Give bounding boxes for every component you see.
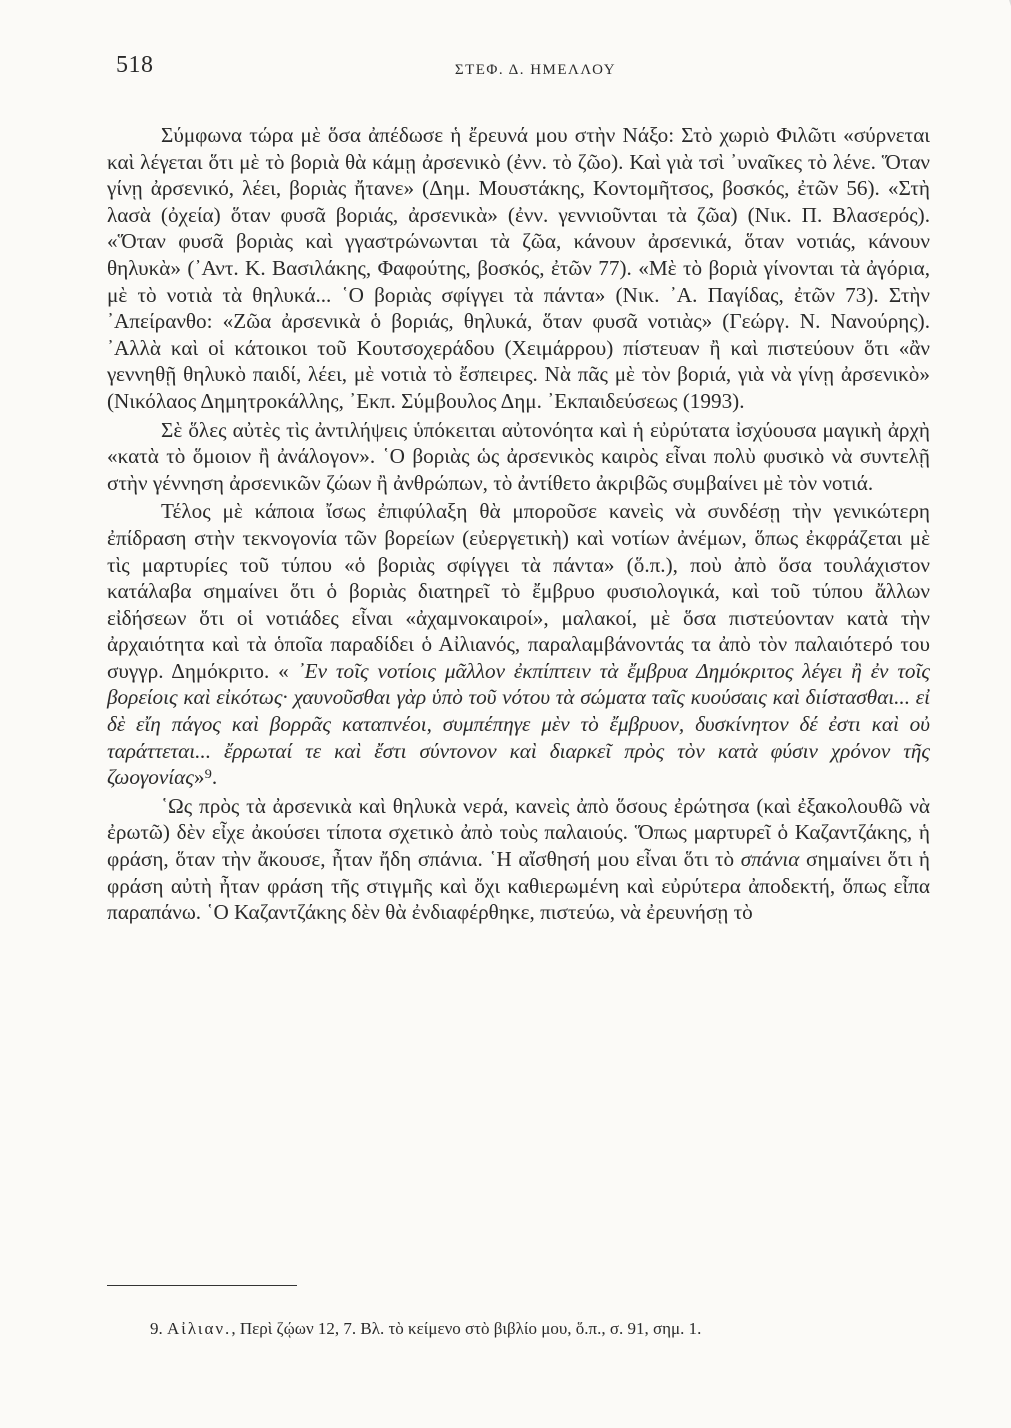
text-run: Τέλος μὲ κάποια ἴσως ἐπιφύλαξη θὰ μποροῦσε κανεὶς νὰ συνδέσῃ τὴν γενικώτερη ἐπίδραση στὴν τεκνογονία τῶν βορείων (εὐεργετικὴ) καὶ νοτίων ἀνέμων, ὅπως ἐκφράζεται μὲ τὶς μαρτυρίες τοῦ τύπου «ὁ βοριὰς σφίγγει τὰ πάντα» (ὅ.π.), ποὺ ἀπὸ ὅσα τουλάχιστον κατάλαβα σημαίνει ὅτι ὁ βοριὰς διατηρεῖ τὸ ἔμβρυο φυσιολογικά, καὶ τοῦ τύπου ἄλλων εἰδήσεων ὅτι οἱ νοτιάδες εἶναι «ἀχαμνοκαιροί», μαλακοί, μὲ ὅσα πιστεύονταν κατὰ τὴν ἀρχαιότητα καὶ τὰ ὁποῖα παραδίδει ὁ Αἰλιανός, παραλαμβάνοντάς τα ἀπὸ τὸν παλαιότερό του συγγρ. Δημόκριτο. « [107,499,930,683]
italic-quote: σπάνια [740,847,800,872]
text-run: σημαίνει ὅτι ἡ φράση αὐτὴ ἦταν φράση τῆς στιγμῆς καὶ ὄχι καθιερωμένη καὶ εὐρύτερα ἀποδεκτή, ὅπως εἶπα παραπάνω. ῾Ο Καζαντζάκης δὲν θὰ ἐνδιαφέρθηκε, πιστεύω, νὰ ἐρευνήσῃ τὸ [107,847,930,925]
page-edge-shadow [949,0,1011,60]
body-text [107,122,930,926]
footnote-divider [107,1285,297,1286]
text-run: Σὲ ὅλες αὐτὲς τὶς ἀντιλήψεις ὑπόκειται αὐτονόητα καὶ ἡ εὐρύτατα ἰσχύουσα μαγικὴ ἀρχὴ «κατὰ τὸ ὅμοιον ἢ ἀνάλογον». ῾Ο βοριὰς ὡς ἀρσενικὸς καιρὸς εἶναι πολὺ φυσικὸ νὰ συντελῇ στὴν γέννηση ἀρσενικῶν ζώων ἢ ἀνθρώπων, τὸ ἀντίθετο ἀκριβῶς συμβαίνει μὲ τὸν νοτιά. [107,417,930,495]
italic-quote: ᾿Εν τοῖς νοτίοις μᾶλλον ἐκπίπτειν τὰ ἔμβρυα Δημόκριτος λέγει ἢ ἐν τοῖς βορείοις καὶ εἰκότως· χαυνοῦσθαι γὰρ ὑπὸ τοῦ νότου τὰ σώματα ταῖς κυούσαις καὶ διίστασθαι... εἰ δὲ εἴη πάγος καὶ βορρᾶς καταπνέοι, συμπέπηγε μὲν τὸ ἔμβρυον, δυσκίνητον δέ ἐστι καὶ οὐ ταράττεται... ἔρρωταί τε καὶ ἔστι σύντονον καὶ διαρκεῖ πρὸς τὸν κατὰ φύσιν χρόνον τῆς ζωογονίας [107,658,930,790]
running-head: ΣΤΕΦ. Δ. ΗΜΕΛΛΟΥ [454,62,617,78]
paragraph [107,498,930,791]
text-run: Σύμφωνα τώρα μὲ ὅσα ἀπέδωσε ἡ ἔρευνά μου στὴν Νάξο: Στὸ χωριὸ Φιλῶτι «σύρνεται καὶ λέγεται ὅτι μὲ τὸ βοριὰ θὰ κάμῃ ἀρσενικὸ (ἐνν. τὸ ζῶο). Καὶ γιὰ τσὶ ᾿υναῖκες τὸ λένε. Ὅταν γίνῃ ἀρσενικό, λέει, βοριὰς ἤτανε» (Δημ. Μουστάκης, Κοντομῆτσος, βοσκός, ἐτῶν 56). «Στὴ λασὰ (ὀχεία) ὅταν φυσᾶ βοριάς, ἀρσενικὰ» (ἐνν. γεννιοῦνται τὰ ζῶα) (Νικ. Π. Βλασερός). «Ὅταν φυσᾶ βοριὰς καὶ γγαστρώνωνται τὰ ζῶα, κάνουν ἀρσενικά, ὅταν νοτιάς, κάνουν θηλυκὰ» (᾿Αντ. Κ. Βασιλάκης, Φαφούτης, βοσκός, ἐτῶν 77). «Μὲ τὸ βοριὰ γίνονται τὰ ἀγόρια, μὲ τὸ νοτιὰ τὰ θηλυκά... ῾Ο βοριὰς σφίγγει τὰ πάντα» (Νικ. ᾿Α. Παγίδας, ἐτῶν 73). Στὴν ᾿Απείρανθο: «Ζῶα ἀρσενικὰ ὁ βοριάς, θηλυκά, ὅταν φυσᾶ νοτιὰς» (Γεώργ. Ν. Νανούρης). ᾿Αλλὰ καὶ οἱ κάτοικοι τοῦ Κουτσοχεράδου (Χειμάρρου) πίστευαν ἢ καὶ πιστεύουν ὅτι «ἂν γεννηθῇ θηλυκὸ παιδί, λέει, μὲ νοτιὰ τὸ ἔσπειρες. Νὰ πᾶς μὲ τὸν βοριά, γιὰ νὰ γίνῃ ἀρσενικὸ» (Νικόλαος Δημητροκάλλης, ᾿Εκπ. Σύμβουλος Δημ. ᾿Εκπαιδεύσεως (1993). [107,123,930,413]
footnote [150,1318,930,1340]
footnote-number: 9. [150,1319,163,1338]
footnote-text: , Περὶ ζῴων 12, 7. Βλ. τὸ κείμενο στὸ βιβλίο μου, ὅ.π., σ. 91, σημ. 1. [231,1319,702,1338]
footnote-author: Αἰλιαν. [167,1319,232,1338]
paragraph [107,417,930,497]
text-run: »⁹. [193,765,218,790]
paragraph [107,122,930,415]
page-number: 518 [116,52,154,78]
paragraph [107,793,930,926]
text-run: ῾Ως πρὸς τὰ ἀρσενικὰ καὶ θηλυκὰ νερά, κανεὶς ἀπὸ ὅσους ἐρώτησα (καὶ ἐξακολουθῶ νὰ ἐρωτῶ) δὲν εἶχε ἀκούσει τίποτα σχετικὸ ἀπὸ τοὺς παλαιούς. Ὅπως μαρτυρεῖ ὁ Καζαντζάκης, ἡ φράση, ὅταν τὴν ἄκουσε, ἦταν ἤδη σπάνια. ῾Η αἴσθησή μου εἶναι ὅτι τὸ [107,793,930,872]
